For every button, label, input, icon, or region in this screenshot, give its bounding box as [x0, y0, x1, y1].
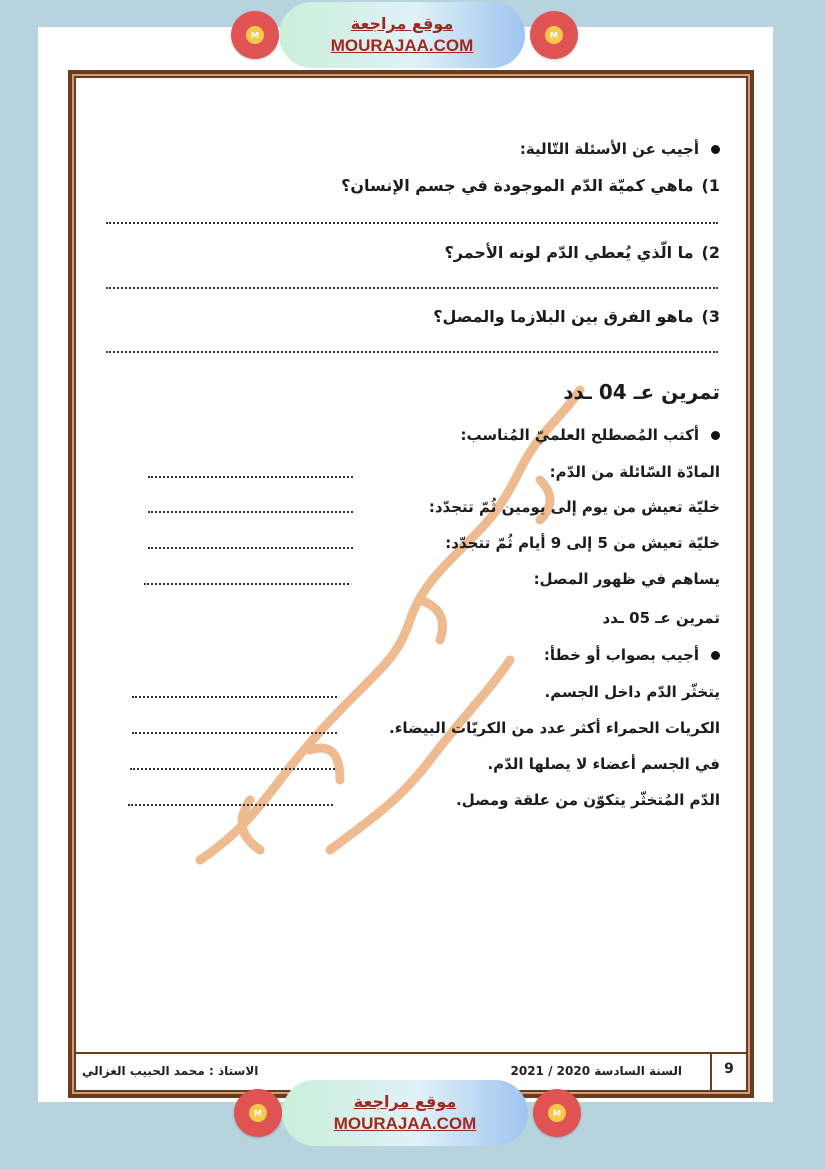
section1-instruction: أجيب عن الأسئلة التّالية:	[520, 140, 720, 158]
question-3: 3)ماهو الفرق بين البلازما والمصل؟	[433, 307, 720, 326]
ex4-blank-3[interactable]	[148, 547, 353, 549]
site-logo-badge	[533, 1089, 581, 1137]
top-watermark-banner	[231, 2, 578, 68]
school-year: السنة السادسة 2020 / 2021	[510, 1064, 682, 1078]
bullet-icon	[711, 431, 720, 440]
teacher-name: الاستاذ : محمد الحبيب الغزالي	[82, 1064, 259, 1078]
site-logo-badge	[530, 11, 578, 59]
ex4-item-2: خليّة تعيش من يوم إلى يومين ثُمّ تتجدّد:	[428, 498, 720, 516]
site-logo-badge	[231, 11, 279, 59]
exercise4-title: تمرين عـ 04 ـدد	[563, 380, 720, 404]
ex4-item-3: خليّة تعيش من 5 إلى 9 أيام ثُمّ تتجدّد:	[445, 534, 720, 552]
exercise5-instruction: أجيب بصواب أو خطأ:	[544, 646, 720, 664]
question-1: 1)ماهي كميّة الدّم الموجودة في جسم الإنسان؟	[341, 176, 720, 195]
ex4-blank-1[interactable]	[148, 476, 353, 478]
ex5-item-1: يتخثّر الدّم داخل الجسم.	[544, 683, 720, 701]
exercise4-instruction: أكتب المُصطلح العلميّ المُناسب:	[461, 426, 721, 444]
answer-line-3[interactable]	[106, 351, 718, 353]
answer-line-1[interactable]	[106, 222, 718, 224]
site-name-arabic: موقع مراجعة	[350, 14, 454, 33]
bottom-watermark-banner	[234, 1080, 581, 1146]
site-logo-badge	[234, 1089, 282, 1137]
logo-icon: M	[545, 26, 563, 44]
site-name-arabic: موقع مراجعة	[353, 1092, 457, 1111]
site-link[interactable]	[282, 1080, 528, 1146]
bullet-icon	[711, 145, 720, 154]
exercise5-title: تمرين عـ 05 ـدد	[602, 609, 720, 627]
ex5-blank-4[interactable]	[128, 804, 333, 806]
bullet-icon	[711, 651, 720, 660]
ex4-item-1: المادّة السّائلة من الدّم:	[549, 463, 720, 481]
question-2: 2)ما الّذي يُعطي الدّم لونه الأحمر؟	[444, 243, 720, 262]
ex5-item-4: الدّم المُتخثّر يتكوّن من علقة ومصل.	[456, 791, 720, 809]
ex5-blank-1[interactable]	[132, 696, 337, 698]
ex5-blank-3[interactable]	[130, 768, 335, 770]
ex4-item-4: يساهم في ظهور المصل:	[533, 570, 720, 588]
site-name-english: MOURAJAA.COM	[330, 36, 474, 55]
site-link[interactable]	[279, 2, 525, 68]
ex4-blank-4[interactable]	[144, 583, 349, 585]
answer-line-2[interactable]	[106, 287, 718, 289]
ex5-item-2: الكريات الحمراء أكثر عدد من الكريّات البيضاء.	[389, 719, 720, 737]
logo-icon: M	[249, 1104, 267, 1122]
ex5-item-3: في الجسم أعضاء لا يصلها الدّم.	[487, 755, 720, 773]
ex4-blank-2[interactable]	[148, 511, 353, 513]
ex5-blank-2[interactable]	[132, 732, 337, 734]
site-name-english: MOURAJAA.COM	[333, 1114, 477, 1133]
page-number: 9	[710, 1054, 746, 1092]
logo-icon: M	[548, 1104, 566, 1122]
logo-icon: M	[246, 26, 264, 44]
